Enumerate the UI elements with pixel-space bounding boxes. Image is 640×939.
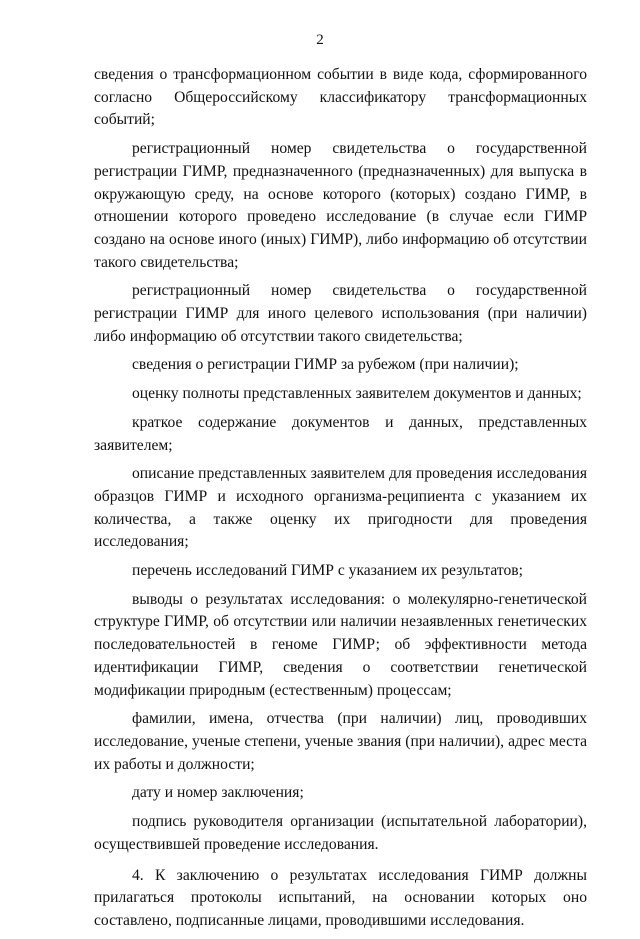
paragraph: регистрационный номер свидетельства о государственной регистрации ГИМР для иного целевого использования (при наличии) либо информацию об отсутствии такого свидетельства; (94, 282, 587, 345)
page-number: 2 (316, 32, 324, 48)
numbered-paragraph: 4. К заключению о результатах исследования ГИМР должны прилагаться протоколы испытаний, на основании которых оно составлено, подписанные лицами, проводившими исследования. (94, 866, 587, 929)
paragraph: регистрационный номер свидетельства о государственной регистрации ГИМР, предназначенного (предназначенных) для выпуска в окружающую среду, на основе которого (которых) создано ГИМР, в отношении которого проведено исследование (в случае если ГИМР создано на основе иного (иных) ГИМР), либо информацию об отсутствии такого свидетельства; (94, 140, 587, 271)
paragraph: описание представленных заявителем для проведения исследования образцов ГИМР и исходного организма-реципиента с указанием их количества, а также оценку их пригодности для проведения исследования; (94, 465, 587, 551)
paragraph: оценку полноты представленных заявителем документов и данных; (132, 385, 582, 403)
paragraph: сведения о регистрации ГИМР за рубежом (при наличии); (132, 356, 519, 374)
document-body (94, 64, 587, 939)
paragraph: фамилии, имена, отчества (при наличии) лиц, проводивших исследование, ученые степени, ученые звания (при наличии), адрес места их работы и должности; (94, 710, 587, 773)
paragraph: сведения о трансформационном событии в виде кода, сформированного согласно Общероссийскому классификатору трансформационных событий; (94, 66, 587, 129)
paragraph: подпись руководителя организации (испытательной лаборатории), осуществившей проведение исследования. (94, 813, 587, 853)
paragraph: дату и номер заключения; (132, 784, 304, 802)
paragraph: выводы о результатах исследования: о молекулярно-генетической структуре ГИМР, об отсутствии или наличии незаявленных генетических последовательностей в геноме ГИМР; об эффективности метода идентификации ГИМР, сведения о соответствии генетической модификации природным (естественным) процессам; (94, 590, 587, 699)
paragraph: перечень исследований ГИМР с указанием их результатов; (132, 562, 524, 580)
paragraph: краткое содержание документов и данных, представленных заявителем; (94, 413, 587, 454)
